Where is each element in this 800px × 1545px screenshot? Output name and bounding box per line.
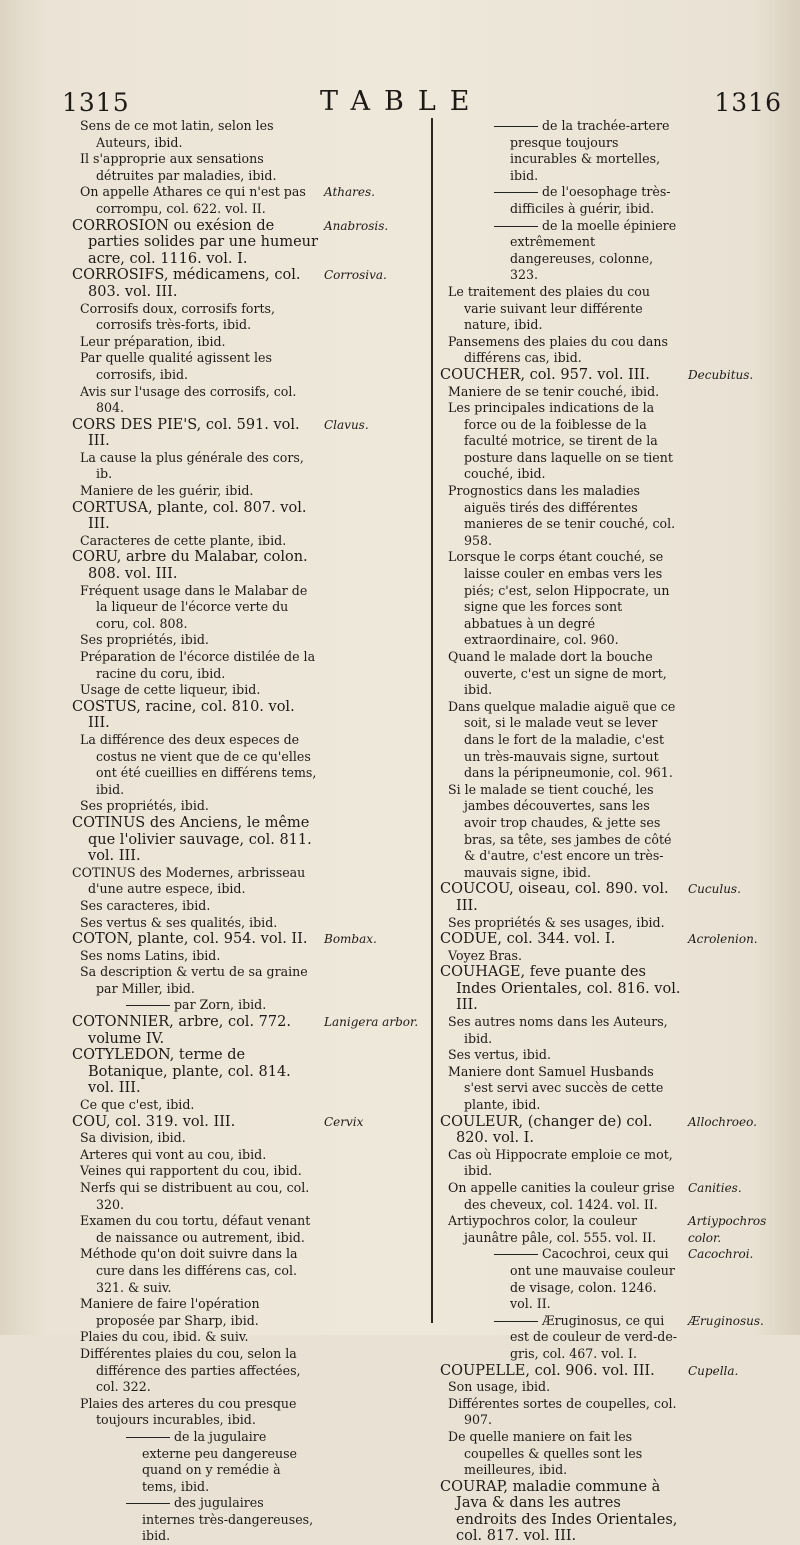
entry-label: La cause la plus générale des cors, ib. — [80, 449, 304, 482]
page-title: TABLE — [320, 86, 484, 117]
entry-label: Ses vertus, ibid. — [448, 1047, 551, 1063]
entry-text — [72, 1163, 318, 1180]
entry-text — [72, 184, 318, 217]
entry-text — [72, 301, 318, 334]
entry-text — [440, 284, 682, 334]
ditto-rule — [494, 192, 538, 193]
entry-text — [440, 1363, 682, 1380]
entry-label: CORROSIFS, médicamens, col. 803. vol. III. — [72, 267, 301, 300]
entry-label: CODUE, col. 344. vol. I. — [440, 931, 616, 948]
entry-label: Maniere de les guérir, ibid. — [80, 483, 254, 499]
entry-label: COTON, plante, col. 954. vol. II. — [72, 931, 308, 948]
index-entry — [440, 1246, 792, 1312]
index-entry — [72, 533, 428, 550]
entry-label: CORROSION ou exésion de parties solides par une humeur acre, col. 1116. vol. I. — [72, 217, 318, 267]
entry-label: COURAP, maladie commune à Java & dans les autres endroits des Indes Orientales, col. 817. vol. III. — [440, 1478, 678, 1545]
right-column — [440, 118, 792, 1545]
entry-label: Ses autres noms dans les Auteurs, ibid. — [448, 1014, 668, 1046]
entry-text — [72, 682, 318, 699]
entry-label: Sa description & vertu de sa graine par Miller, ibid. — [80, 964, 308, 996]
index-entry — [440, 1180, 792, 1213]
entry-label: Différentes sortes de coupelles, col. 907. — [448, 1395, 677, 1428]
index-entry — [440, 881, 792, 914]
index-entry — [440, 1047, 792, 1064]
entry-text — [72, 699, 318, 732]
index-entry — [440, 964, 792, 1014]
entry-label: Voyez Bras. — [448, 947, 522, 963]
latin-side-note: Æruginosus. — [688, 1313, 764, 1328]
entry-text — [440, 1047, 682, 1064]
index-entry — [72, 798, 428, 815]
entry-text — [440, 1313, 682, 1363]
entry-label: Corrosifs doux, corrosifs forts, corrosifs très-forts, ibid. — [80, 300, 275, 333]
entry-label: On appelle canities la couleur grise des cheveux, col. 1424. vol. II. — [448, 1180, 675, 1212]
latin-side-note: Cupella. — [688, 1363, 739, 1378]
entry-text — [440, 483, 682, 549]
entry-label: de la moelle épiniere extrêmement dangereuses, colonne, 323. — [510, 217, 677, 283]
entry-text — [440, 1014, 682, 1047]
index-entry — [72, 549, 428, 582]
latin-side-note: Athares. — [324, 185, 375, 200]
entry-text — [72, 915, 318, 932]
latin-side-note: Allochroeo. — [688, 1114, 757, 1129]
entry-label: Arteres qui vont au cou, ibid. — [80, 1146, 267, 1162]
entry-text — [72, 1495, 318, 1545]
entry-text — [72, 815, 318, 865]
entry-label: COTINUS des Modernes, arbrisseau d'une autre espece, ibid. — [72, 864, 306, 897]
index-entry — [72, 1180, 428, 1213]
entry-text — [72, 1130, 318, 1147]
index-entry — [440, 1429, 792, 1479]
index-entry — [72, 151, 428, 184]
entry-label: Son usage, ibid. — [448, 1379, 551, 1395]
entry-label: COUCOU, oiseau, col. 890. vol. III. — [440, 881, 669, 914]
entry-text — [72, 549, 318, 582]
index-entry — [72, 417, 428, 450]
entry-text — [440, 1246, 682, 1312]
entry-label: Quand le malade dort la bouche ouverte, c'est un signe de mort, ibid. — [448, 649, 667, 698]
index-entry — [72, 301, 428, 334]
entry-label: Cas où Hippocrate emploie ce mot, ibid. — [448, 1146, 673, 1179]
entry-label: Sens de ce mot latin, selon les Auteurs, ibid. — [80, 118, 274, 150]
page-header — [0, 84, 800, 120]
latin-side-note: Artiypochros color. — [688, 1214, 767, 1245]
index-entry — [440, 699, 792, 782]
index-entry — [72, 1163, 428, 1180]
entry-label: Par quelle qualité agissent les corrosifs, ibid. — [80, 350, 272, 382]
entry-label: COULEUR, (changer de) col. 820. vol. I. — [440, 1113, 653, 1147]
entry-text — [72, 583, 318, 633]
entry-label: Caracteres de cette plante, ibid. — [80, 532, 287, 548]
index-entry — [72, 1014, 428, 1047]
entry-label: COTINUS des Anciens, le même que l'olivier sauvage, col. 811. vol. III. — [72, 814, 312, 865]
index-entry — [72, 964, 428, 997]
entry-text — [72, 931, 318, 948]
entry-text — [440, 1429, 682, 1479]
entry-label: De quelle maniere on fait les coupelles & quelles sont les meilleures, ibid. — [448, 1428, 643, 1478]
entry-text — [440, 964, 682, 1014]
entry-text — [440, 400, 682, 483]
index-entry — [440, 1479, 792, 1545]
entry-text — [72, 350, 318, 383]
index-entry — [72, 682, 428, 699]
entry-text — [72, 483, 318, 500]
entry-label: COU, col. 319. vol. III. — [72, 1113, 236, 1130]
index-entry — [440, 549, 792, 649]
index-entry — [440, 118, 792, 184]
entry-label: de la jugulaire externe peu dangereuse quand on y remédie à tems, ibid. — [142, 1428, 297, 1494]
entry-label: CORTUSA, plante, col. 807. vol. III. — [72, 499, 307, 533]
index-entry — [440, 948, 792, 965]
entry-label: Artiypochros color, la couleur jaunâtre pâle, col. 555. vol. II. — [448, 1213, 657, 1245]
index-entry — [72, 1495, 428, 1545]
index-entry — [72, 898, 428, 915]
entry-label: Leur préparation, ibid. — [80, 333, 226, 349]
entry-label: Ses propriétés & ses usages, ibid. — [448, 914, 665, 930]
entry-text — [440, 1379, 682, 1396]
entry-label: Ses propriétés, ibid. — [80, 798, 209, 814]
entry-label: CORS DES PIE'S, col. 591. vol. III. — [72, 416, 300, 450]
entry-text — [440, 184, 682, 217]
right-page-number: 1316 — [714, 88, 782, 117]
index-entry — [72, 815, 428, 865]
ditto-rule — [494, 226, 538, 227]
index-entry — [440, 931, 792, 948]
ditto-rule — [494, 1254, 538, 1255]
left-column — [72, 118, 428, 1545]
index-entry — [440, 1313, 792, 1363]
index-entry — [72, 699, 428, 732]
entry-label: Ce que c'est, ibid. — [80, 1097, 195, 1113]
entry-text — [440, 881, 682, 914]
entry-text — [440, 549, 682, 649]
entry-label: Plaies des arteres du cou presque toujours incurables, ibid. — [80, 1395, 297, 1428]
index-entry — [72, 1346, 428, 1396]
latin-side-note: Clavus. — [324, 417, 369, 432]
index-entry — [440, 1014, 792, 1047]
ditto-rule — [126, 1005, 170, 1006]
entry-label: Préparation de l'écorce distilée de la racine du coru, ibid. — [80, 649, 316, 681]
left-page-number: 1315 — [62, 88, 130, 117]
entry-label: COUPELLE, col. 906. vol. III. — [440, 1362, 655, 1379]
index-entry — [440, 915, 792, 932]
index-entry — [72, 218, 428, 268]
index-entry — [72, 1097, 428, 1114]
entry-text — [72, 1213, 318, 1246]
entry-label: COSTUS, racine, col. 810. vol. III. — [72, 698, 295, 732]
index-entry — [440, 400, 792, 483]
index-entry — [72, 1296, 428, 1329]
index-entry — [72, 1396, 428, 1429]
ditto-rule — [494, 1321, 538, 1322]
latin-side-note: Bombax. — [324, 932, 377, 947]
entry-text — [72, 948, 318, 965]
entry-text — [72, 1014, 318, 1047]
entry-text — [440, 931, 682, 948]
entry-text — [72, 1246, 318, 1296]
index-entry — [440, 649, 792, 699]
entry-label: Les principales indications de la force ou de la foiblesse de la faculté motrice, se tirent de la posture dans laquelle on se tient couché, ibid. — [448, 400, 673, 482]
entry-text — [440, 1479, 682, 1545]
index-entry — [440, 1363, 792, 1380]
entry-label: La différence des deux especes de costus ne vient que de ce qu'elles ont été cueillies en différens tems, ibid. — [80, 731, 317, 797]
entry-label: Maniere de se tenir couché, ibid. — [448, 383, 660, 399]
entry-text — [72, 798, 318, 815]
index-entry — [72, 500, 428, 533]
index-entry — [72, 583, 428, 633]
entry-text — [72, 1047, 318, 1097]
entry-label: Différentes plaies du cou, selon la différence des parties affectées, col. 322. — [80, 1345, 301, 1395]
entry-label: Æruginosus, ce qui est de couleur de verd-de-gris, col. 467. vol. I. — [510, 1312, 678, 1361]
latin-side-note: Canities. — [688, 1181, 742, 1195]
latin-side-note: Lanigera arbor. — [324, 1015, 419, 1030]
index-entry — [72, 384, 428, 417]
ditto-rule — [126, 1503, 170, 1504]
entry-text — [440, 649, 682, 699]
entry-label: Ses noms Latins, ibid. — [80, 947, 221, 963]
entry-text — [72, 1114, 318, 1131]
entry-text — [72, 151, 318, 184]
entry-text — [72, 649, 318, 682]
entry-text — [72, 1296, 318, 1329]
index-entry — [72, 931, 428, 948]
index-entry — [72, 632, 428, 649]
entry-label: par Zorn, ibid. — [174, 997, 267, 1013]
index-entry — [72, 184, 428, 217]
column-divider — [431, 118, 433, 1323]
entry-text — [72, 1097, 318, 1114]
entry-text — [72, 118, 318, 151]
entry-label: COTYLEDON, terme de Botanique, plante, col. 814. vol. III. — [72, 1047, 291, 1097]
entry-label: Examen du cou tortu, défaut venant de naissance ou autrement, ibid. — [80, 1213, 311, 1245]
index-entry — [72, 948, 428, 965]
entry-label: COUCHER, col. 957. vol. III. — [440, 366, 650, 383]
entry-text — [72, 898, 318, 915]
entry-text — [440, 1396, 682, 1429]
index-entry — [440, 367, 792, 384]
index-entry — [440, 782, 792, 882]
entry-label: On appelle Athares ce qui n'est pas corrompu, col. 622. vol. II. — [80, 184, 306, 216]
entry-label: Usage de cette liqueur, ibid. — [80, 682, 261, 698]
index-entry — [440, 334, 792, 367]
index-entry — [72, 1130, 428, 1147]
index-entry — [72, 997, 428, 1014]
index-entry — [440, 1064, 792, 1114]
index-entry — [72, 649, 428, 682]
latin-side-note: Decubitus. — [688, 367, 754, 382]
index-entry — [440, 1147, 792, 1180]
index-entry — [72, 1147, 428, 1164]
index-entry — [72, 1246, 428, 1296]
index-entry — [440, 184, 792, 217]
entry-text — [72, 417, 318, 450]
entry-text — [72, 450, 318, 483]
entry-label: COUHAGE, feve puante des Indes Orientales, col. 816. vol. III. — [440, 964, 681, 1014]
entry-label: Il s'approprie aux sensations détruites par maladies, ibid. — [80, 151, 277, 183]
entry-label: Méthode qu'on doit suivre dans la cure dans les différens cas, col. 321. & suiv. — [80, 1246, 298, 1295]
entry-text — [440, 699, 682, 782]
entry-text — [440, 384, 682, 401]
entry-label: Cacochroi, ceux qui ont une mauvaise couleur de visage, colon. 1246. vol. II. — [510, 1246, 675, 1312]
entry-label: des jugulaires internes très-dangereuses, ibid. — [142, 1495, 314, 1544]
entry-label: CORU, arbre du Malabar, colon. 808. vol. III. — [72, 549, 308, 583]
entry-text — [440, 118, 682, 184]
entry-text — [440, 218, 682, 284]
entry-label: Ses vertus & ses qualités, ibid. — [80, 914, 278, 930]
entry-label: COTONNIER, arbre, col. 772. volume IV. — [72, 1014, 291, 1047]
entry-text — [440, 948, 682, 965]
latin-side-note: Acrolenion. — [688, 932, 758, 947]
entry-label: Nerfs qui se distribuent au cou, col. 320. — [80, 1180, 310, 1212]
entry-text — [72, 500, 318, 533]
entry-text — [440, 1064, 682, 1114]
index-entry — [440, 218, 792, 284]
index-entry — [72, 267, 428, 300]
entry-text — [72, 218, 318, 268]
entry-label: Sa division, ibid. — [80, 1130, 186, 1146]
entry-label: Le traitement des plaies du cou varie suivant leur différente nature, ibid. — [448, 283, 650, 333]
entry-text — [72, 533, 318, 550]
entry-text — [72, 632, 318, 649]
index-entry — [72, 1047, 428, 1097]
index-entry — [440, 1379, 792, 1396]
entry-text — [440, 1180, 682, 1213]
latin-side-note: Cuculus. — [688, 882, 741, 897]
entry-text — [72, 1429, 318, 1495]
entry-text — [440, 334, 682, 367]
entry-label: Ses caracteres, ibid. — [80, 897, 211, 913]
entry-text — [440, 782, 682, 882]
entry-label: Lorsque le corps étant couché, se laisse couler en embas vers les piés; c'est, selon Hippocrate, un signe que les forces sont abbatues à un degré extraordinaire, col. 960. — [448, 549, 670, 648]
entry-text — [440, 915, 682, 932]
index-entry — [72, 334, 428, 351]
entry-label: Dans quelque maladie aiguë que ce soit, si le malade veut se lever dans le fort de la maladie, c'est un très-mauvais signe, surtout dans la péripneumonie, col. 961. — [448, 698, 676, 781]
index-entry — [440, 1396, 792, 1429]
index-entry — [440, 384, 792, 401]
entry-text — [72, 267, 318, 300]
latin-side-note: Corrosiva. — [324, 268, 387, 283]
entry-label: Pansemens des plaies du cou dans différens cas, ibid. — [448, 333, 669, 366]
entry-text — [72, 964, 318, 997]
entry-text — [72, 334, 318, 351]
index-entry — [72, 1329, 428, 1346]
entry-label: Ses propriétés, ibid. — [80, 632, 209, 648]
entry-label: Si le malade se tient couché, les jambes découvertes, sans les avoir trop chaudes, & jette ses bras, sa tête, ses jambes de côté & d'autre, c'est encore un très-mauvais signe, ibid. — [448, 781, 672, 880]
entry-text — [440, 1147, 682, 1180]
entry-text — [72, 1329, 318, 1346]
entry-label: Fréquent usage dans le Malabar de la liqueur de l'écorce verte du coru, col. 808. — [80, 582, 308, 631]
index-entry — [72, 350, 428, 383]
entry-label: Maniere de faire l'opération proposée par Sharp, ibid. — [80, 1296, 260, 1328]
entry-text — [72, 865, 318, 898]
latin-side-note: Cervix — [324, 1114, 364, 1129]
entry-label: Plaies du cou, ibid. & suiv. — [80, 1329, 249, 1345]
entry-text — [72, 1147, 318, 1164]
entry-label: de la trachée-artere presque toujours incurables & mortelles, ibid. — [510, 118, 670, 183]
entry-label: Maniere dont Samuel Husbands s'est servi avec succès de cette plante, ibid. — [448, 1063, 664, 1113]
index-entry — [72, 1114, 428, 1131]
index-entry — [72, 732, 428, 798]
entry-text — [72, 732, 318, 798]
entry-label: Avis sur l'usage des corrosifs, col. 804. — [80, 383, 297, 416]
index-entry — [72, 450, 428, 483]
entry-text — [440, 1213, 682, 1246]
index-entry — [440, 1213, 792, 1246]
entry-text — [72, 1346, 318, 1396]
entry-label: de l'oesophage très-difficiles à guérir, ibid. — [510, 184, 671, 216]
latin-side-note: Cacochroi. — [688, 1247, 754, 1262]
index-entry — [72, 865, 428, 898]
index-entry — [440, 1114, 792, 1147]
index-entry — [72, 1429, 428, 1495]
index-entry — [440, 284, 792, 334]
index-entry — [440, 483, 792, 549]
entry-text — [440, 367, 682, 384]
entry-label: Prognostics dans les maladies aiguës tirés des différentes manieres de se tenir couché, col. 958. — [448, 483, 676, 548]
latin-side-note: Anabrosis. — [324, 218, 389, 233]
index-entry — [72, 1213, 428, 1246]
entry-text — [72, 1396, 318, 1429]
entry-label: Veines qui rapportent du cou, ibid. — [80, 1163, 302, 1179]
index-entry — [72, 915, 428, 932]
ditto-rule — [126, 1437, 170, 1438]
entry-text — [440, 1114, 682, 1147]
index-entry — [72, 118, 428, 151]
entry-text — [72, 384, 318, 417]
entry-text — [72, 1180, 318, 1213]
ditto-rule — [494, 126, 538, 127]
entry-text — [72, 997, 318, 1014]
index-entry — [72, 483, 428, 500]
